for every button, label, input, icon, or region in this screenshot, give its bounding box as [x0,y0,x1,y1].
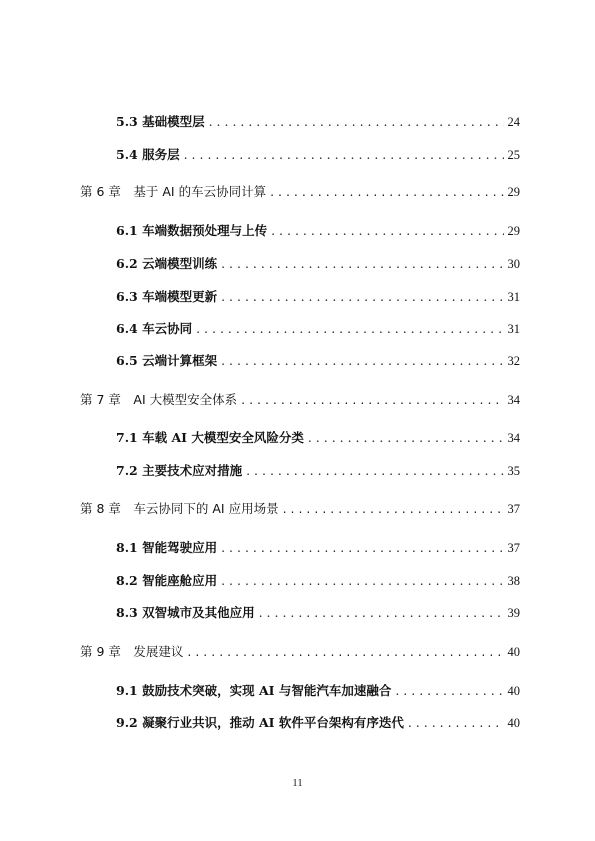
toc-entry-5-4[interactable] [116,146,520,164]
toc-entry-page: 34 [507,431,520,445]
dot-leader [221,288,503,306]
toc-entry-title: 第 9 章 发展建议 [80,644,184,659]
toc-entry-title: 第 6 章 基于 AI 的车云协同计算 [80,184,267,199]
toc-entry-title: 7.2 主要技术应对措施 [116,463,243,478]
toc-entry-page: 40 [507,645,520,659]
toc-entry-page: 31 [507,322,520,336]
dot-leader [221,352,503,370]
dot-leader [221,572,503,590]
toc-entry-page: 40 [507,716,520,730]
dot-leader [408,714,504,732]
dot-leader [221,255,503,273]
page-number-footer: 11 [292,777,303,789]
toc-entry-chapter-7[interactable] [80,391,520,409]
toc-entry-page: 31 [507,290,520,304]
toc-entry-8-1[interactable] [116,539,520,557]
toc-entry-7-2[interactable] [116,462,520,480]
toc-entry-8-3[interactable] [116,604,520,622]
dot-leader [271,222,503,240]
toc-entry-page: 37 [507,502,520,516]
toc-entry-title: 7.1 车载 AI 大模型安全风险分类 [116,430,304,445]
toc-entry-6-5[interactable] [116,352,520,370]
toc-entry-title: 6.2 云端模型训练 [116,256,218,271]
toc-entry-title: 8.3 双智城市及其他应用 [116,605,255,620]
toc-entry-6-2[interactable] [116,255,520,273]
toc-entry-title: 8.1 智能驾驶应用 [116,540,218,555]
toc-entry-page: 34 [507,393,520,407]
dot-leader [270,183,503,201]
toc-entry-9-2[interactable] [116,714,520,732]
toc-entry-page: 35 [507,464,520,478]
toc-entry-title: 6.5 云端计算框架 [116,353,218,368]
dot-leader [196,320,503,338]
toc-entry-page: 38 [507,574,520,588]
toc-entry-page: 25 [507,148,520,162]
dot-leader [187,643,503,661]
toc-entry-chapter-9[interactable] [80,643,520,661]
toc-entry-6-1[interactable] [116,222,520,240]
toc-entry-page: 29 [507,185,520,199]
dot-leader [395,682,503,700]
dot-leader [259,604,504,622]
toc-entry-title: 6.1 车端数据预处理与上传 [116,223,268,238]
toc-entry-title: 8.2 智能座舱应用 [116,573,218,588]
toc-entry-title: 5.3 基础模型层 [116,114,205,129]
dot-leader [246,462,503,480]
toc-entry-6-4[interactable] [116,320,520,338]
toc-entry-page: 30 [507,257,520,271]
toc-entry-title: 9.2 凝聚行业共识，推动 AI 软件平台架构有序迭代 [116,715,404,730]
dot-leader [221,539,503,557]
toc-entry-page: 29 [507,224,520,238]
dot-leader [283,500,504,518]
toc-entry-chapter-8[interactable] [80,500,520,518]
dot-leader [308,429,504,447]
dot-leader [184,146,504,164]
toc-entry-page: 40 [507,684,520,698]
toc-entry-5-3[interactable] [116,113,520,131]
toc-entry-title: 第 7 章 AI 大模型安全体系 [80,392,238,407]
toc-entry-chapter-6[interactable] [80,183,520,201]
toc-entry-7-1[interactable] [116,429,520,447]
toc-entry-page: 37 [507,541,520,555]
toc-entry-title: 5.4 服务层 [116,147,180,162]
toc-entry-9-1[interactable] [116,682,520,700]
toc-entry-title: 6.4 车云协同 [116,321,193,336]
toc-entry-page: 24 [507,115,520,129]
toc-entry-6-3[interactable] [116,288,520,306]
toc-entry-page: 39 [507,606,520,620]
dot-leader [241,391,503,409]
toc-entry-title: 6.3 车端模型更新 [116,289,218,304]
toc-entry-title: 9.1 鼓励技术突破，实现 AI 与智能汽车加速融合 [116,683,392,698]
dot-leader [209,113,504,131]
toc-entry-8-2[interactable] [116,572,520,590]
toc-entry-page: 32 [507,354,520,368]
toc-entry-title: 第 8 章 车云协同下的 AI 应用场景 [80,501,279,516]
